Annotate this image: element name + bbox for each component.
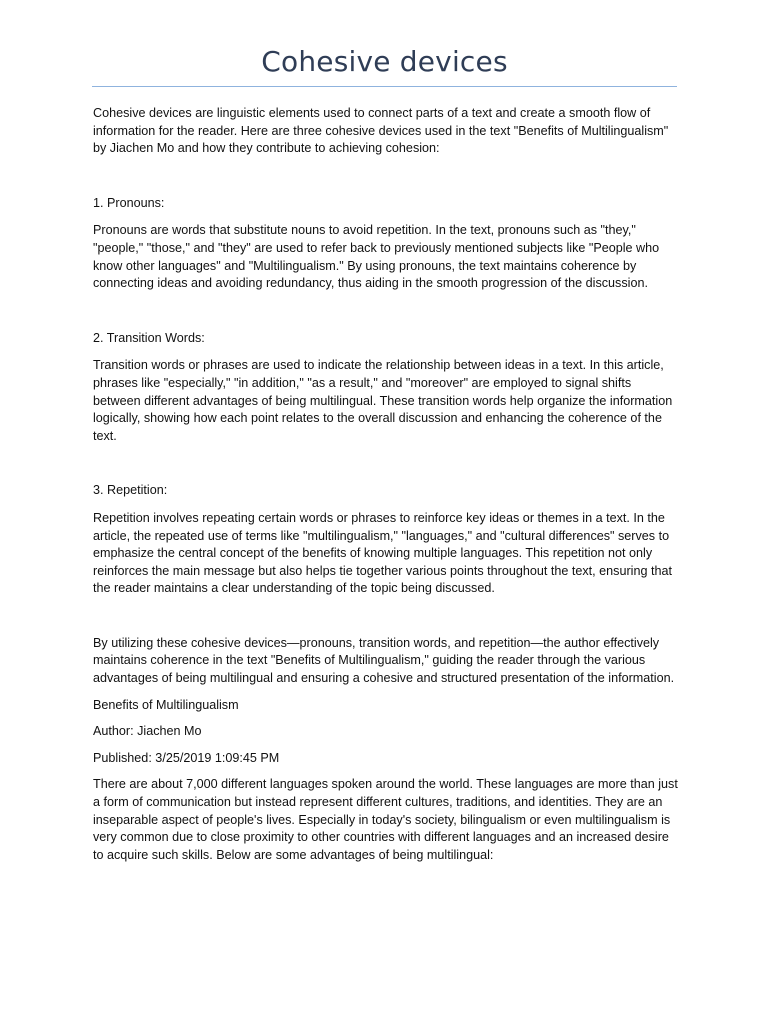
page-title: Cohesive devices bbox=[261, 45, 508, 78]
conclusion-paragraph: By utilizing these cohesive devices—pronouns, transition words, and repetition—the author effectively maintains coherence in the text "Benefits of Multilingualism," guiding the reader through the various advantages of being multilingual and ensuring a cohesive and structured presentation of the information. bbox=[93, 635, 675, 686]
document-body bbox=[93, 105, 679, 864]
section-paragraph: Repetition involves repeating certain words or phrases to reinforce key ideas or themes in a text. In the article, the repeated use of terms like "multilingualism," "languages," and "cultural differences" serves to emphasize the central concept of the benefits of knowing multiple languages. This repetition not only reinforces the main message but also helps tie together various points throughout the text, ensuring that the reader maintains a clear understanding of the topic being discussed. bbox=[93, 510, 672, 596]
article-author: Author: Jiachen Mo bbox=[93, 724, 202, 739]
article-paragraph: There are about 7,000 different languages spoken around the world. These languages are more than just a form of communication but instead represent different cultures, traditions, and identities. They are an inseparable aspect of people's lives. Especially in today's society, bilingualism or even multilingualism is very common due to close proximity to other countries with different languages and an increased desire to acquire such skills. Below are some advantages of being multilingual: bbox=[93, 777, 678, 862]
article-published-date: Published: 3/25/2019 1:09:45 PM bbox=[93, 750, 280, 765]
title-divider bbox=[92, 86, 677, 87]
section-heading: 1. Pronouns: bbox=[93, 195, 165, 210]
section-heading: 3. Repetition: bbox=[93, 483, 168, 498]
section-heading: 2. Transition Words: bbox=[93, 330, 205, 345]
intro-paragraph: Cohesive devices are linguistic elements used to connect parts of a text and create a smooth flow of information for the reader. Here are three cohesive devices used in the text "Benefits of Multilingualism" by Jiachen Mo and how they contribute to achieving cohesion: bbox=[93, 106, 669, 156]
section-paragraph: Pronouns are words that substitute nouns to avoid repetition. In the text, pronouns such as "they," "people," "those," and "they" are used to refer back to previously mentioned subjects like "People who know other languages" and "Multilingualism." By using pronouns, the text maintains coherence by connecting ideas and avoiding redundancy, thus aiding in the smooth progression of the discussion. bbox=[93, 223, 660, 291]
section-paragraph: Transition words or phrases are used to indicate the relationship between ideas in a text. In this article, phrases like "especially," "in addition," "as a result," and "moreover" are employed to signal shifts between different advantages of being multilingual. These transition words help organize the information logically, showing how each point relates to the overall discussion and enhancing the coherence of the text. bbox=[93, 358, 673, 443]
article-title: Benefits of Multilingualism bbox=[93, 697, 239, 712]
